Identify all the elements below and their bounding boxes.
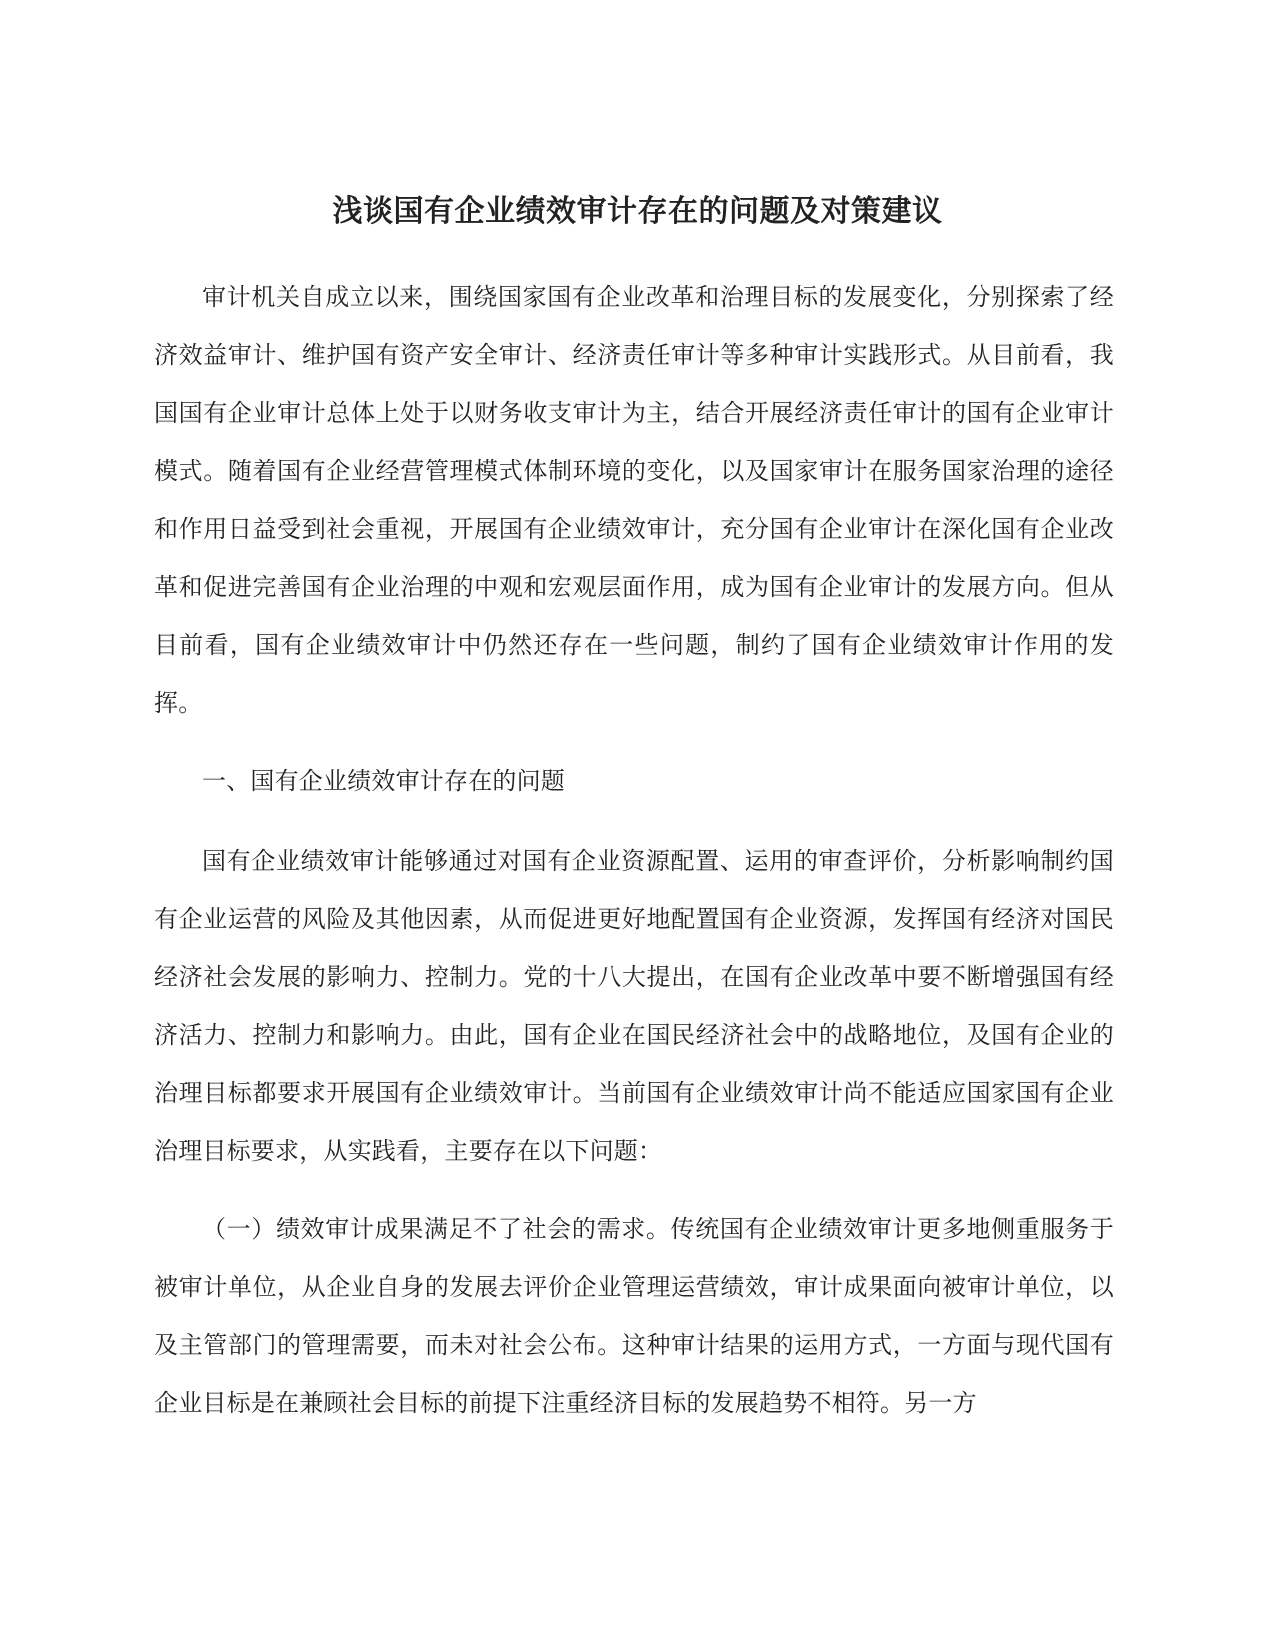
document-title: 浅谈国有企业绩效审计存在的问题及对策建议 xyxy=(332,194,943,229)
paragraph-subsection-1: （一）绩效审计成果满足不了社会的需求。传统国有企业绩效审计更多地侧重服务于被审计单位，从企业自身的发展去评价企业管理运营绩效，审计成果面向被审计单位，以及主管部门的管理需要，而未对社会公布。这种审计结果的运用方式，一方面与现代国有企业目标是在兼顾社会目标的前提下注重经济目标的发展趋势不相符。另一方 xyxy=(154,1215,1114,1417)
section-heading-1: 一、国有企业绩效审计存在的问题 xyxy=(202,767,565,795)
document-body xyxy=(154,268,1114,1452)
paragraph-intro: 审计机关自成立以来，围绕国家国有企业改革和治理目标的发展变化，分别探索了经济效益审计、维护国有资产安全审计、经济责任审计等多种审计实践形式。从目前看，我国国有企业审计总体上处于以财务收支审计为主，结合开展经济责任审计的国有企业审计模式。随着国有企业经营管理模式体制环境的变化，以及国家审计在服务国家治理的途径和作用日益受到社会重视，开展国有企业绩效审计，充分国有企业审计在深化国有企业改革和促进完善国有企业治理的中观和宏观层面作用，成为国有企业审计的发展方向。但从目前看，国有企业绩效审计中仍然还存在一些问题，制约了国有企业绩效审计作用的发挥。 xyxy=(154,283,1114,717)
paragraph-section-1: 国有企业绩效审计能够通过对国有企业资源配置、运用的审查评价，分析影响制约国有企业运营的风险及其他因素，从而促进更好地配置国有企业资源，发挥国有经济对国民经济社会发展的影响力、控制力。党的十八大提出，在国有企业改革中要不断增强国有经济活力、控制力和影响力。由此，国有企业在国民经济社会中的战略地位，及国有企业的治理目标都要求开展国有企业绩效审计。当前国有企业绩效审计尚不能适应国家国有企业治理目标要求，从实践看，主要存在以下问题： xyxy=(154,847,1114,1165)
